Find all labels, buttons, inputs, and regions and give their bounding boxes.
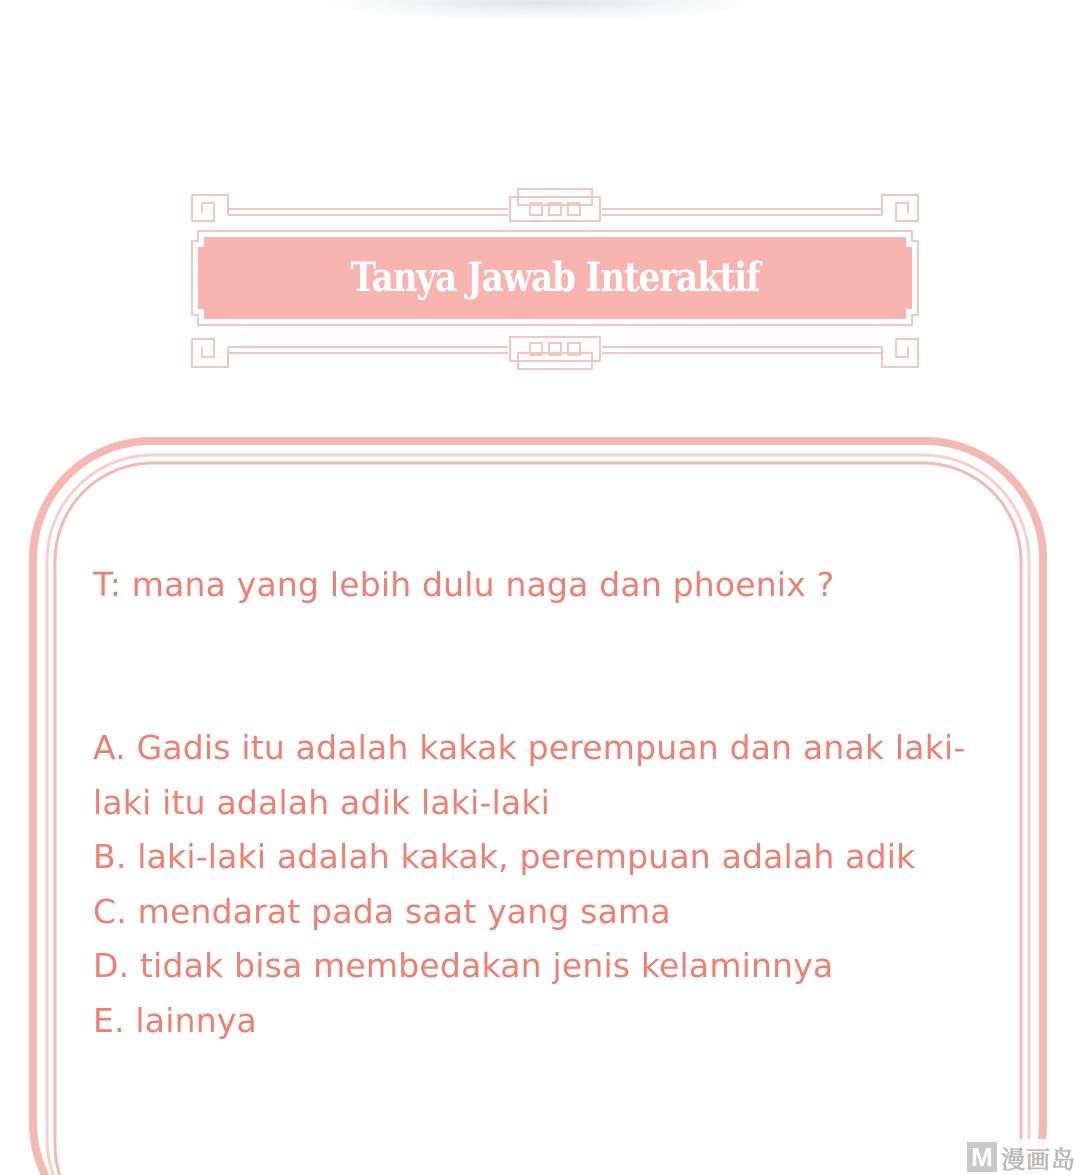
- question-text: T: mana yang lebih dulu naga dan phoenix ?: [93, 565, 835, 604]
- option-d: D. tidak bisa membedakan jenis kelaminnya: [93, 946, 834, 985]
- banner-title: Tanya Jawab Interaktif: [350, 254, 760, 301]
- option-b: B. laki-laki adalah kakak, perempuan adalah adik: [93, 837, 916, 876]
- answer-options: [93, 721, 998, 1048]
- watermark-text: 漫画岛: [1001, 1145, 1076, 1174]
- option-c: C. mendarat pada saat yang sama: [93, 891, 671, 931]
- option-e: E. lainnya: [93, 1000, 257, 1040]
- option-a: A. Gadis itu adalah kakak perempuan dan anak laki-laki itu adalah adik laki-laki: [93, 728, 966, 822]
- watermark: [963, 1139, 1080, 1175]
- watermark-logo: M: [967, 1142, 997, 1172]
